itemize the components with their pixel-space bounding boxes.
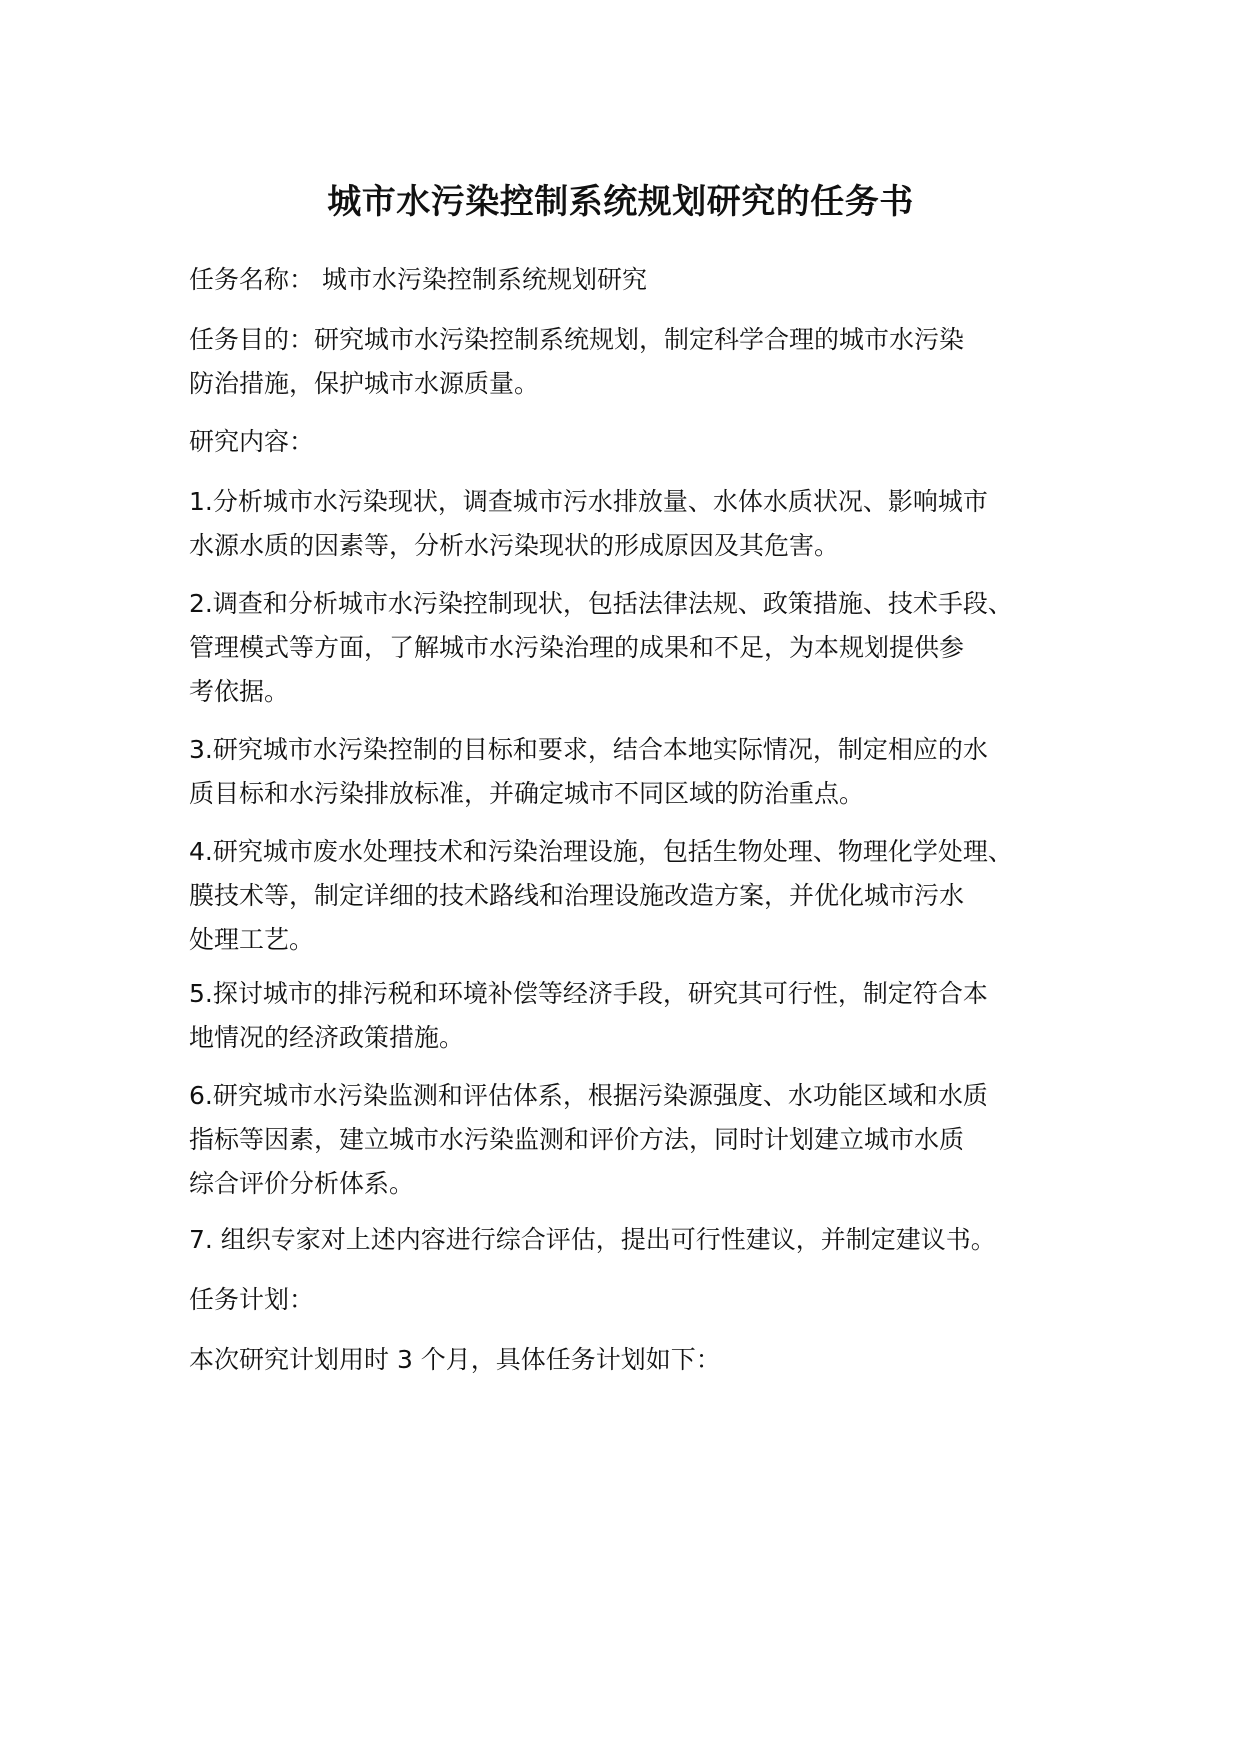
content-item-6 [189,1074,1069,1206]
paragraph-line: 1.分析城市水污染现状，调查城市污水排放量、水体水质状况、影响城市 [189,487,988,516]
paragraph-line: 水源水质的因素等，分析水污染现状的形成原因及其危害。 [189,531,840,560]
task-plan-paragraph: 本次研究计划用时 3 个月，具体任务计划如下： [189,1345,721,1374]
paragraph-line: 综合评价分析体系。 [189,1169,415,1198]
paragraph-line: 管理模式等方面，了解城市水污染治理的成果和不足，为本规划提供参 [189,633,965,662]
research-content-heading: 研究内容： [189,427,315,456]
content-item-1 [189,480,1069,568]
task-name-paragraph: 任务名称： 城市水污染控制系统规划研究 [189,265,647,294]
content-item-3 [189,728,1069,816]
paragraph-line: 考依据。 [189,677,290,706]
paragraph-line: 质目标和水污染排放标准，并确定城市不同区域的防治重点。 [189,779,865,808]
content-item-5 [189,972,1069,1060]
paragraph-line: 膜技术等，制定详细的技术路线和治理设施改造方案，并优化城市污水 [189,881,965,910]
paragraph-line: 指标等因素，建立城市水污染监测和评价方法，同时计划建立城市水质 [189,1125,965,1154]
document-title: 城市水污染控制系统规划研究的任务书 [327,182,914,222]
paragraph-line: 处理工艺。 [189,925,315,954]
content-item-4 [189,830,1069,962]
paragraph-line: 2.调查和分析城市水污染控制现状，包括法律法规、政策措施、技术手段、 [189,589,1013,618]
paragraph-line: 6.研究城市水污染监测和评估体系，根据污染源强度、水功能区域和水质 [189,1081,988,1110]
paragraph-line: 7. 组织专家对上述内容进行综合评估，提出可行性建议，并制定建议书。 [189,1225,996,1254]
content-item-2 [189,582,1069,714]
task-plan-heading: 任务计划： [189,1285,315,1314]
paragraph-line: 地情况的经济政策措施。 [189,1023,465,1052]
paragraph-line: 3.研究城市水污染控制的目标和要求，结合本地实际情况，制定相应的水 [189,735,988,764]
paragraph-line: 4.研究城市废水处理技术和污染治理设施，包括生物处理、物理化学处理、 [189,837,1013,866]
paragraph-line: 任务目的：研究城市水污染控制系统规划，制定科学合理的城市水污染 [189,325,965,354]
task-purpose-paragraph [189,318,1069,406]
paragraph-line: 5.探讨城市的排污税和环境补偿等经济手段，研究其可行性，制定符合本 [189,979,988,1008]
paragraph-line: 防治措施，保护城市水源质量。 [189,369,540,398]
content-item-7 [189,1218,1069,1262]
